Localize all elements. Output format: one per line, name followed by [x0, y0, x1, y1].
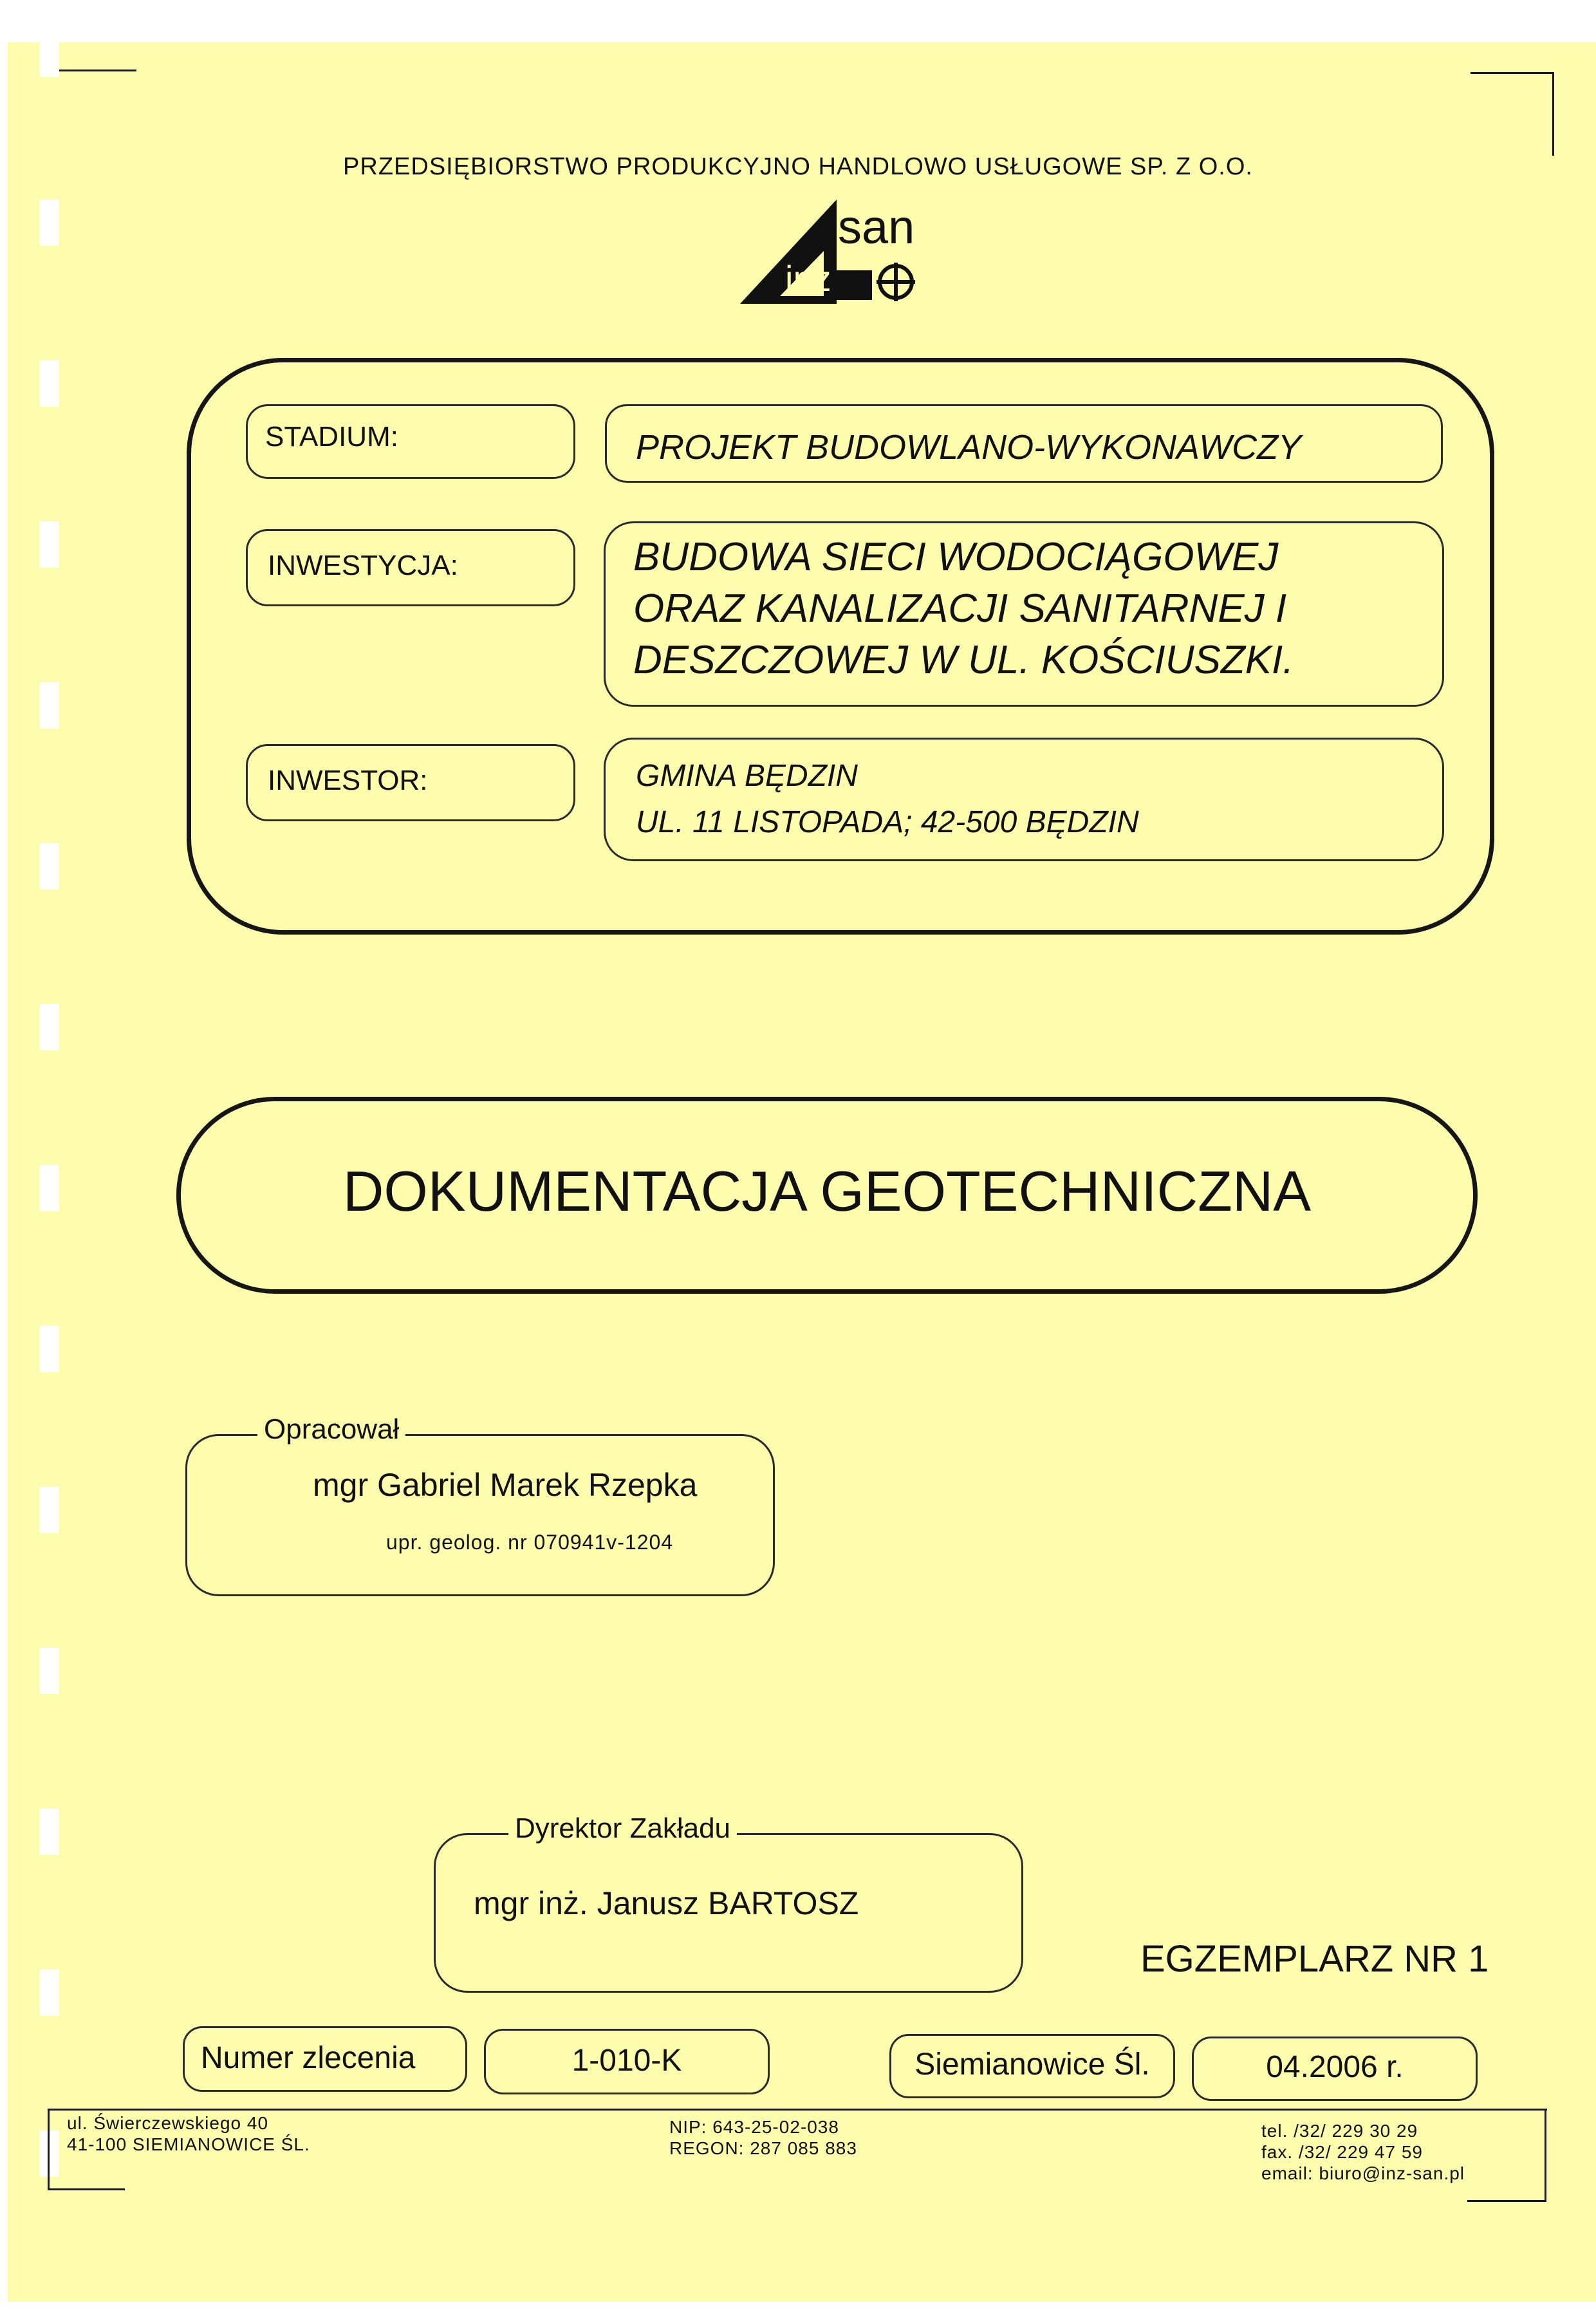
- order-place: Siemianowice Śl.: [914, 2047, 1150, 2082]
- prepared-by-legend: Opracował: [257, 1413, 405, 1446]
- footer-address-line: ul. Świerczewskiego 40: [67, 2113, 269, 2133]
- footer-registry-line: NIP: 643-25-02-038: [669, 2117, 839, 2137]
- investment-line: ORAZ KANALIZACJI SANITARNEJ I: [633, 586, 1287, 631]
- corner-mark: [48, 2188, 125, 2190]
- company-logo: [734, 193, 927, 309]
- corner-mark: [1471, 72, 1554, 74]
- director-name: mgr inż. Janusz BARTOSZ: [474, 1885, 859, 1921]
- footer-registry-line: REGON: 287 085 883: [669, 2138, 857, 2158]
- stadium-label: STADIUM:: [265, 421, 398, 452]
- prepared-by-name: mgr Gabriel Marek Rzepka: [313, 1467, 698, 1503]
- investor-value: [636, 753, 1139, 846]
- corner-mark: [1467, 2200, 1546, 2202]
- prepared-by-license: upr. geolog. nr 070941v-1204: [386, 1531, 674, 1554]
- order-number: 1-010-K: [571, 2044, 682, 2078]
- svg-text:inż: inż: [785, 258, 831, 299]
- investment-value: [633, 532, 1294, 686]
- footer-address: [67, 2112, 310, 2155]
- document-title: DOKUMENTACJA GEOTECHNICZNA: [342, 1159, 1312, 1223]
- svg-text:san: san: [838, 200, 915, 254]
- footer-contact-line: tel. /32/ 229 30 29: [1261, 2121, 1418, 2141]
- prepared-by-box: [185, 1434, 775, 1596]
- footer-contact-line: email: biuro@inz-san.pl: [1261, 2163, 1465, 2183]
- corner-mark: [48, 2109, 50, 2188]
- stadium-value: PROJEKT BUDOWLANO-WYKONAWCZY: [636, 428, 1302, 467]
- footer-registry: [669, 2116, 857, 2159]
- investment-line: DESZCZOWEJ W UL. KOŚCIUSZKI.: [633, 638, 1294, 682]
- corner-mark: [59, 70, 136, 71]
- corner-mark: [1552, 72, 1554, 156]
- company-name: PRZEDSIĘBIORSTWO PRODUKCYJNO HANDLOWO USŁUGOWE SP. Z O.O.: [343, 153, 1253, 180]
- copy-number: EGZEMPLARZ NR 1: [1140, 1938, 1489, 1980]
- director-legend: Dyrektor Zakładu: [508, 1813, 737, 1845]
- footer-address-line: 41-100 SIEMIANOWICE ŚL.: [67, 2134, 310, 2154]
- investor-label: INWESTOR:: [268, 765, 428, 796]
- investor-line: GMINA BĘDZIN: [636, 759, 858, 793]
- order-date: 04.2006 r.: [1266, 2050, 1404, 2084]
- footer-contact-line: fax. /32/ 229 47 59: [1261, 2142, 1423, 2162]
- investor-line: UL. 11 LISTOPADA; 42-500 BĘDZIN: [636, 805, 1139, 839]
- investment-line: BUDOWA SIECI WODOCIĄGOWEJ: [633, 535, 1279, 579]
- footer-contact: [1261, 2120, 1465, 2184]
- footer-divider: [48, 2109, 1547, 2111]
- order-label: Numer zlecenia: [201, 2041, 416, 2075]
- investment-label: INWESTYCJA:: [268, 550, 458, 581]
- corner-mark: [1545, 2109, 1546, 2200]
